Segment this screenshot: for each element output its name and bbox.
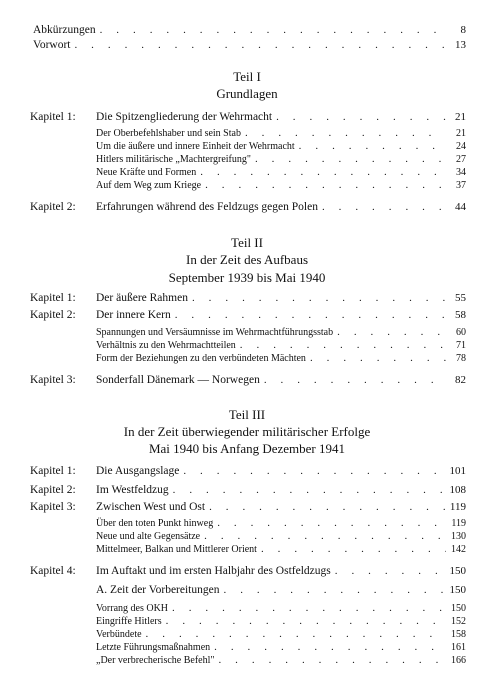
chapter-title: Zwischen West und Ost: [96, 501, 206, 513]
entry-title: Vorwort: [33, 39, 71, 51]
chapter-label: Kapitel 2:: [30, 309, 76, 321]
page-number: 101: [449, 465, 466, 477]
page-number: 152: [451, 616, 466, 627]
chapter-label: Kapitel 3:: [30, 374, 76, 386]
chapter-entry: [30, 201, 466, 213]
part-subtitle: Mai 1940 bis Anfang Dezember 1941: [148, 441, 346, 456]
chapter-entry: [30, 501, 466, 513]
part-title: Grundlagen: [216, 86, 278, 101]
section-title: Um die äußere und innere Einheit der Wehrmacht: [96, 141, 295, 152]
section-entry: [96, 531, 466, 542]
page-number: 37: [456, 180, 466, 191]
section-entry: [96, 167, 466, 178]
page-number: 82: [455, 374, 466, 386]
part-heading: Teil II: [231, 235, 263, 250]
chapter-title: Der äußere Rahmen: [96, 292, 188, 304]
chapter-entry: [30, 309, 466, 321]
chapter-entry: [30, 374, 466, 386]
section-title: Mittelmeer, Balkan und Mittlerer Orient: [96, 544, 257, 555]
page-number: 58: [455, 309, 466, 321]
section-entry: [96, 141, 466, 152]
page-number: 44: [455, 201, 466, 213]
toc-entry-abbreviations: [33, 24, 466, 36]
section-entry: [96, 327, 466, 338]
section-entry: [96, 180, 466, 191]
section-entry: [96, 154, 466, 165]
section-title: Vorrang des OKH: [96, 603, 169, 614]
page-number: 108: [449, 484, 466, 496]
section-entry: [96, 518, 466, 529]
chapter-entry: [30, 111, 466, 123]
toc-entry-foreword: [33, 39, 466, 51]
part-title: In der Zeit überwiegender militärischer Erfolge: [123, 424, 371, 439]
page-number: 142: [451, 544, 466, 555]
section-title: Über den toten Punkt hinweg: [96, 518, 214, 529]
chapter-title: Erfahrungen während des Feldzugs gegen Polen: [96, 201, 318, 213]
chapter-label: Kapitel 4:: [30, 565, 76, 577]
chapter-entry: [30, 465, 466, 477]
section-entry: [96, 603, 466, 614]
section-entry: [96, 544, 466, 555]
section-title: Der Oberbefehlshaber und sein Stab: [96, 128, 241, 139]
page-number: 166: [451, 655, 466, 666]
chapter-label: Kapitel 1:: [30, 292, 76, 304]
part-title: In der Zeit des Aufbaus: [185, 252, 309, 267]
section-title: „Der verbrecherische Befehl": [96, 655, 215, 666]
page-number: 13: [455, 39, 466, 51]
page-number: 130: [451, 531, 466, 542]
section-entry: [96, 642, 466, 653]
page-number: 161: [451, 642, 466, 653]
chapter-label: Kapitel 2:: [30, 484, 76, 496]
page-number: 119: [451, 518, 466, 529]
page-number: 158: [451, 629, 466, 640]
page-number: 71: [456, 340, 466, 351]
section-title: Form der Beziehungen zu den verbündeten Mächten: [96, 353, 306, 364]
chapter-title: Die Ausgangslage: [96, 465, 180, 477]
part-heading: Teil I: [233, 69, 261, 84]
page-number: 34: [456, 167, 466, 178]
chapter-label: Kapitel 3:: [30, 501, 76, 513]
section-entry: [96, 655, 466, 666]
chapter-label: Kapitel 1:: [30, 465, 76, 477]
section-title: Auf dem Weg zum Kriege: [96, 180, 202, 191]
chapter-entry: [30, 484, 466, 496]
section-entry: [96, 353, 466, 364]
chapter-title: Im Auftakt und im ersten Halbjahr des Ostfeldzugs: [96, 565, 331, 577]
chapter-label: Kapitel 2:: [30, 201, 76, 213]
chapter-entry: [30, 565, 466, 577]
section-title: Verbündete: [96, 629, 142, 640]
section-title: Neue und alte Gegensätze: [96, 531, 201, 542]
chapter-title: Der innere Kern: [96, 309, 171, 321]
chapter-label: Kapitel 1:: [30, 111, 76, 123]
page-number: 21: [455, 111, 466, 123]
page-number: 21: [456, 128, 466, 139]
page-number: 60: [456, 327, 466, 338]
section-entry: [96, 128, 466, 139]
section-title: Verhältnis zu den Wehrmachtteilen: [96, 340, 236, 351]
subheading-entry: [96, 584, 466, 596]
page-number: 150: [449, 584, 466, 596]
section-title: Spannungen und Versäumnisse im Wehrmachtführungsstab: [96, 327, 334, 338]
subheading-title: A. Zeit der Vorbereitungen: [96, 584, 220, 596]
page-number: 119: [449, 501, 466, 513]
section-title: Letzte Führungsmaßnahmen: [96, 642, 211, 653]
chapter-title: Die Spitzengliederung der Wehrmacht: [96, 111, 273, 123]
section-title: Hitlers militärische „Machtergreifung": [96, 154, 251, 165]
page-number: 27: [456, 154, 466, 165]
page-number: 150: [449, 565, 466, 577]
page-number: 55: [455, 292, 466, 304]
chapter-title: Sonderfall Dänemark — Norwegen: [96, 374, 260, 386]
entry-title: Abkürzungen: [33, 24, 96, 36]
section-entry: [96, 340, 466, 351]
page-number: 8: [460, 24, 466, 36]
part-heading: Teil III: [228, 407, 266, 422]
section-title: Neue Kräfte und Formen: [96, 167, 197, 178]
section-entry: [96, 629, 466, 640]
page-number: 78: [456, 353, 466, 364]
chapter-title: Im Westfeldzug: [96, 484, 169, 496]
chapter-entry: [30, 292, 466, 304]
part-subtitle: September 1939 bis Mai 1940: [168, 270, 326, 285]
page-number: 24: [456, 141, 466, 152]
section-entry: [96, 616, 466, 627]
section-title: Eingriffe Hitlers: [96, 616, 162, 627]
page-number: 150: [451, 603, 466, 614]
